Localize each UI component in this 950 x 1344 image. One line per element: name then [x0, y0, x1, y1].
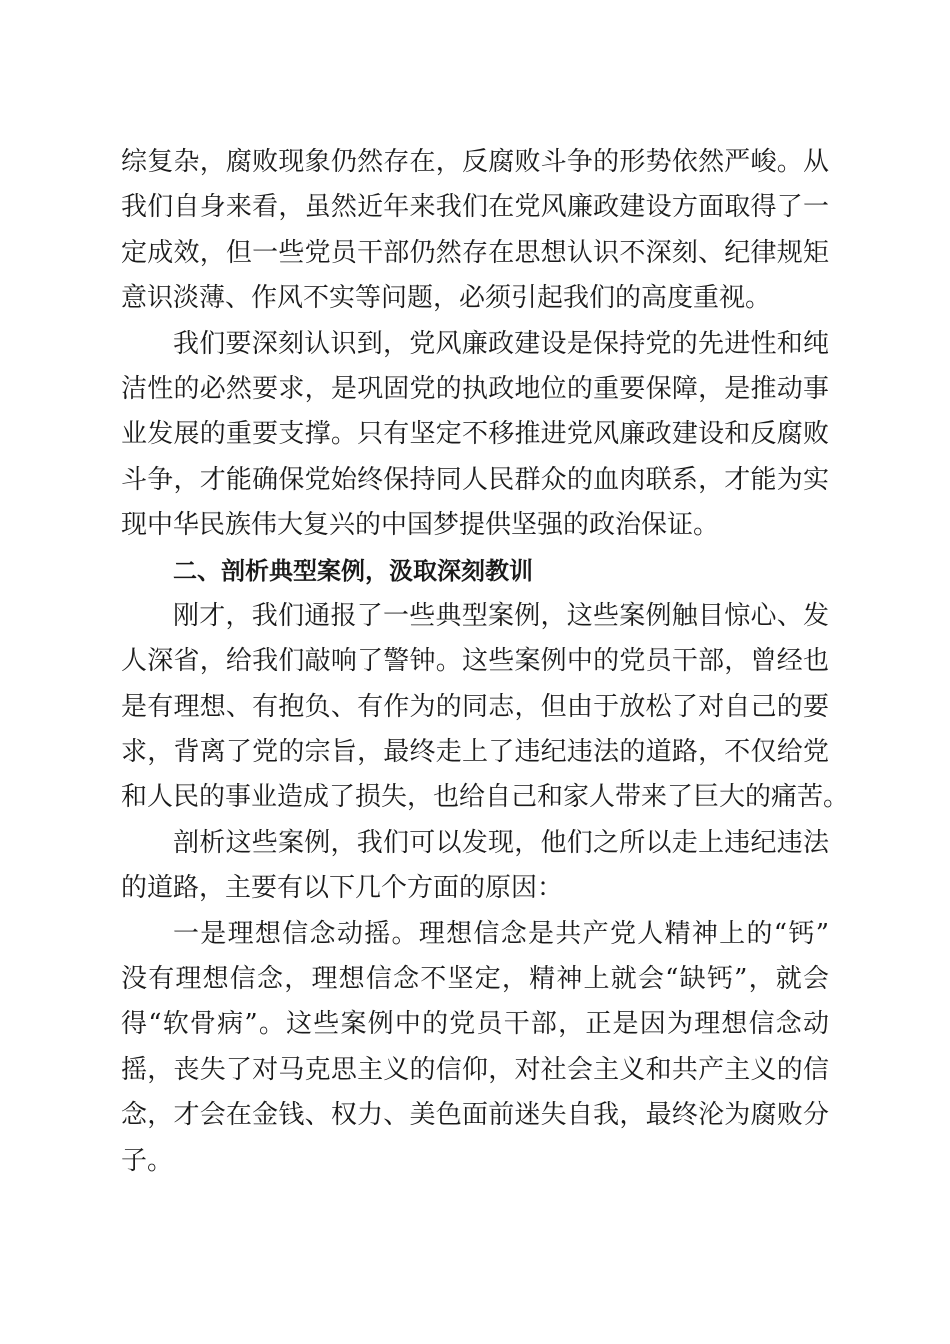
paragraph-4 [121, 821, 829, 912]
text-line: 子。 [121, 1145, 174, 1176]
text-line: 剖析这些案例，我们可以发现，他们之所以走上违纪违法 [173, 827, 829, 858]
document-body [121, 140, 850, 1184]
text-line: 和人民的事业造成了损失，也给自己和家人带来了巨大的痛苦。 [121, 782, 850, 813]
text-line: 定成效，但一些党员干部仍然存在思想认识不深刻、纪律规矩 [121, 237, 829, 268]
text-line: 综复杂，腐败现象仍然存在，反腐败斗争的形势依然严峻。从 [121, 147, 829, 177]
text-line: 业发展的重要支撑。只有坚定不移推进党风廉政建设和反腐败 [121, 419, 829, 450]
paragraph-2 [121, 322, 829, 549]
text-line: 没有理想信念，理想信念不坚定，精神上就会“缺钙”，就会 [121, 964, 829, 995]
text-line: 求，背离了党的宗旨，最终走上了违纪违法的道路，不仅给党 [121, 737, 829, 768]
text-line: 人深省，给我们敲响了警钟。这些案例中的党员干部，曾经也 [121, 646, 829, 677]
text-line: 我们要深刻认识到，党风廉政建设是保持党的先进性和纯 [173, 328, 829, 359]
text-line: 一是理想信念动摇。理想信念是共产党人精神上的“钙” [173, 918, 829, 949]
text-line: 我们自身来看，虽然近年来我们在党风廉政建设方面取得了一 [121, 192, 829, 223]
section-heading-text: 二、剖析典型案例，汲取深刻教训 [173, 556, 533, 585]
text-line: 摇，丧失了对马克思主义的信仰，对社会主义和共产主义的信 [121, 1054, 829, 1085]
text-line: 洁性的必然要求，是巩固党的执政地位的重要保障，是推动事 [121, 373, 829, 404]
text-line: 念，才会在金钱、权力、美色面前迷失自我，最终沦为腐败分 [121, 1100, 829, 1131]
paragraph-5 [121, 912, 829, 1184]
text-line: 是有理想、有抱负、有作为的同志，但由于放松了对自己的要 [121, 691, 829, 722]
section-heading [121, 549, 829, 594]
paragraph-1 [121, 140, 829, 322]
text-line: 意识淡薄、作风不实等问题，必须引起我们的高度重视。 [121, 283, 772, 314]
paragraph-3 [121, 594, 850, 821]
text-line: 现中华民族伟大复兴的中国梦提供坚强的政治保证。 [121, 510, 720, 541]
text-line: 刚才，我们通报了一些典型案例，这些案例触目惊心、发 [173, 600, 829, 631]
text-line: 的道路，主要有以下几个方面的原因： [121, 873, 564, 904]
text-line: 斗争，才能确保党始终保持同人民群众的血肉联系，才能为实 [121, 464, 829, 495]
text-line: 得“软骨病”。这些案例中的党员干部，正是因为理想信念动 [121, 1009, 829, 1040]
